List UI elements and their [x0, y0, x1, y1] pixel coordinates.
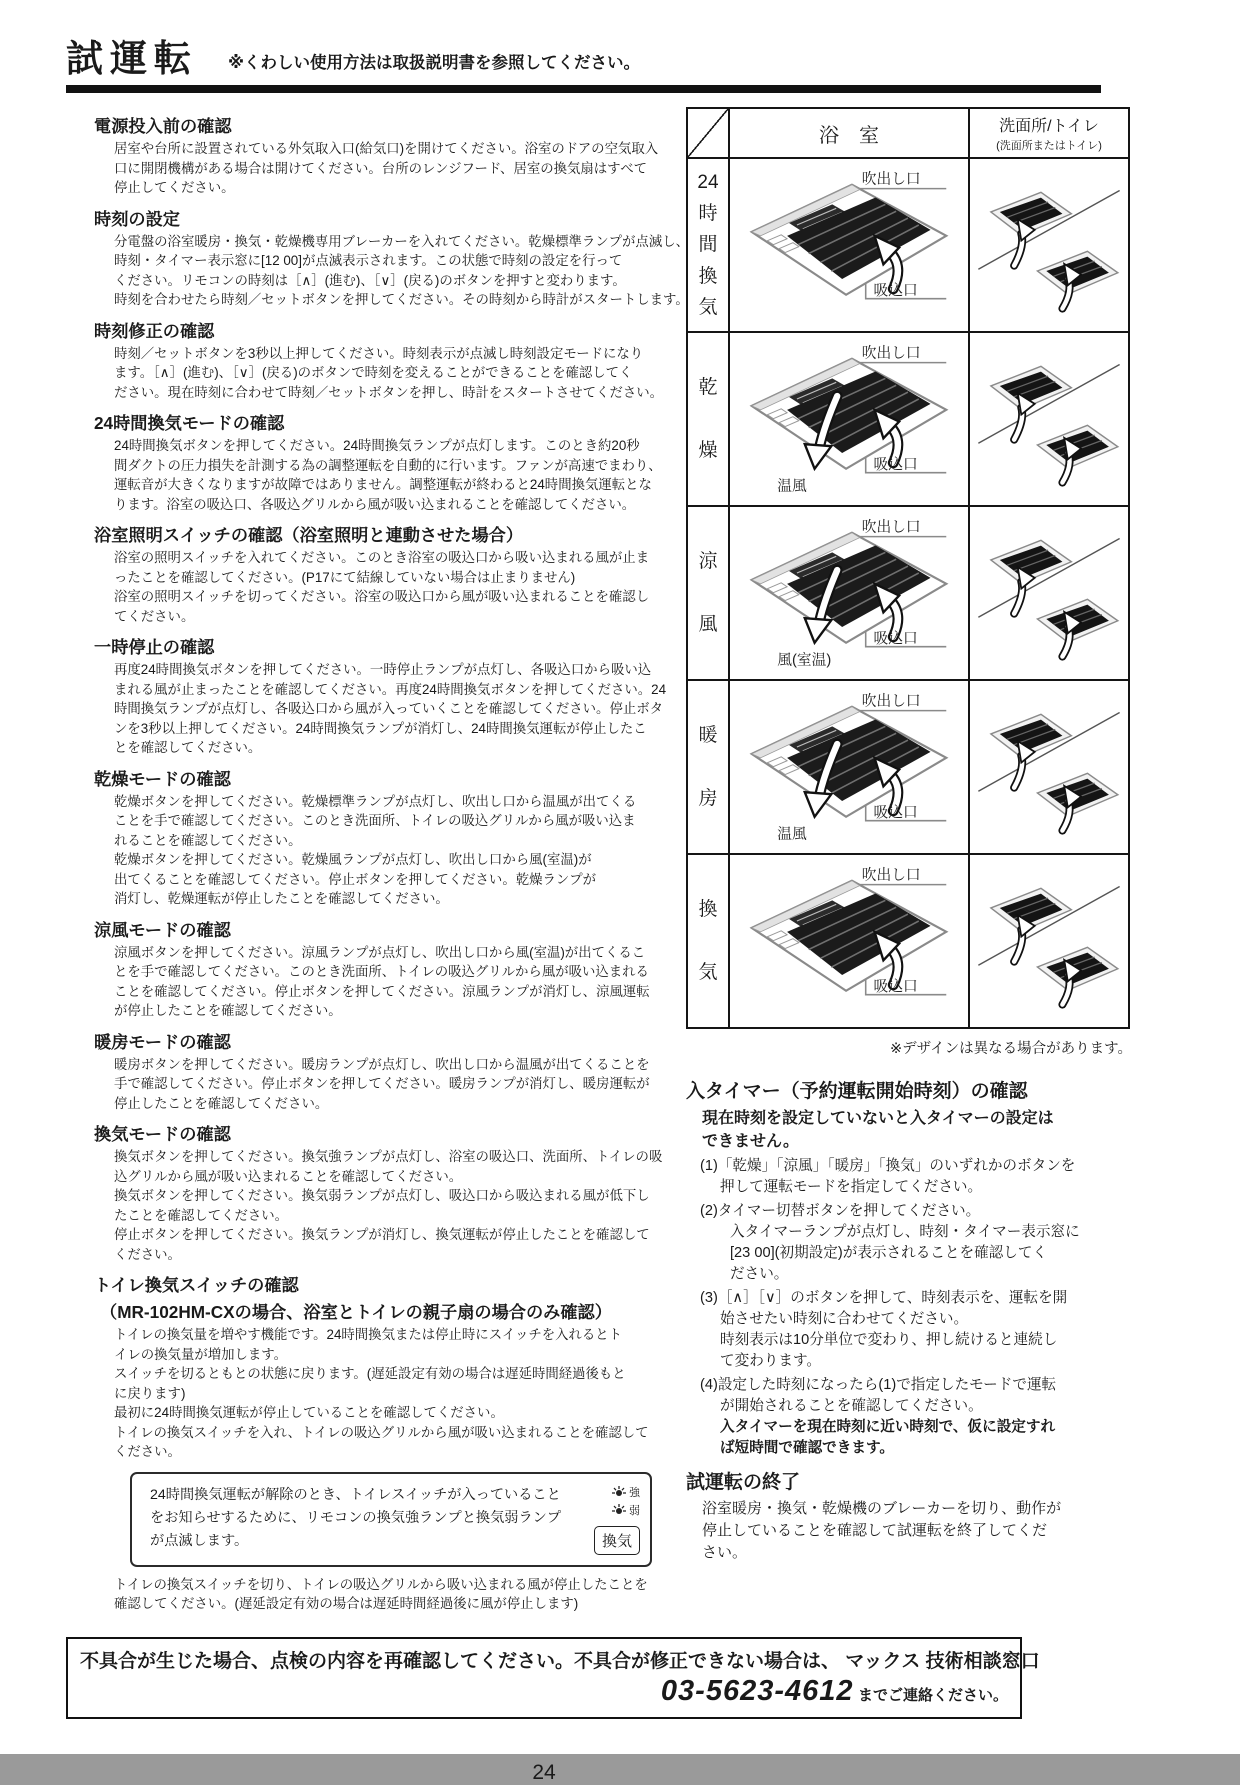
bathroom-unit-diagram — [736, 343, 962, 494]
section-text-line: れることを確認してください。 — [114, 832, 302, 848]
mode-label-chars — [688, 335, 728, 503]
section-heat-mode — [94, 1028, 662, 1114]
table-corner-cell — [687, 108, 729, 158]
mode-label-cool — [687, 506, 729, 680]
section-title-pause-check: 一時停止の確認 — [94, 637, 215, 657]
bathroom-diagram-cell — [729, 332, 969, 506]
note-box-line: をお知らせするために、リモコンの換気強ランプと換気弱ランプ — [150, 1509, 562, 1526]
vent-strong-lamp-label: 強 — [629, 1486, 640, 1499]
section-dry-mode — [94, 765, 662, 909]
section-text-line: 暖房ボタンを押してください。暖房ランプが点灯し、吹出し口から温風が出てくることを — [114, 1056, 650, 1072]
section-text-line: 浴室の照明スイッチを入れてください。このとき浴室の吸込口から吸い込まれる風が止ま — [114, 550, 650, 565]
note-box-icons — [574, 1484, 640, 1555]
section-text-line: 時刻・タイマー表示窓に[12 00]が点滅表示されます。この状態で時刻の設定を行って — [114, 253, 623, 268]
mode-label-char: 房 — [698, 787, 718, 809]
mode-label-char: 間 — [698, 234, 718, 256]
section-text-line: 時刻を合わせたら時刻／セットボタンを押してください。その時刻から時計がスタートします。 — [114, 292, 689, 307]
mode-label-char: 気 — [698, 961, 718, 983]
section-clock-set — [94, 205, 689, 310]
section-title-dry-mode: 乾燥モードの確認 — [94, 768, 231, 789]
toilet-switch-note-box — [130, 1472, 652, 1567]
timer-step-1 — [686, 1156, 1134, 1198]
content-columns — [66, 107, 1170, 1621]
section-cool-mode — [94, 916, 662, 1021]
page-title: 試運転 — [66, 38, 198, 79]
mode-label-dry — [687, 332, 729, 506]
test-run-end-line: さい。 — [702, 1544, 748, 1561]
section-text-line: トイレの換気量を増やす機能です。24時間換気または停止時にスイッチを入れるとト — [114, 1327, 623, 1342]
mode-row-cool — [687, 506, 1129, 680]
section-text-line: 運転音が大きくなりますが故障ではありません。調整運転が終わると24時間換気運転とな — [114, 477, 652, 492]
section-title-bath-light: 浴室照明スイッチの確認（浴室照明と連動させた場合） — [94, 525, 524, 545]
blowout-label: 吹出し口 — [861, 868, 921, 885]
section-title-cool-mode: 涼風モードの確認 — [94, 919, 231, 940]
section-text-line: 停止ボタンを押してください。換気ランプが消灯し、換気運転が停止したことを確認して — [114, 1227, 650, 1242]
left-column — [66, 107, 689, 1621]
mode-row-vent — [687, 854, 1129, 1028]
washroom-diagram-cell — [969, 506, 1129, 680]
timer-intro-line: できません。 — [702, 1133, 799, 1150]
airflow-type-label: 温風 — [777, 478, 807, 495]
intake-label: 吸込口 — [873, 283, 918, 300]
mode-label-chars — [688, 857, 728, 1025]
section-text-line: 確認してください。(遅延設定有効の場合は遅延時間経過後に風が停止します) — [114, 1596, 579, 1611]
washroom-diagram-cell — [969, 680, 1129, 854]
section-text-line: 消灯し、乾燥運転が停止したことを確認してください。 — [114, 891, 449, 906]
section-text-line: 居室や台所に設置されている外気取入口(給気口)を開けてください。浴室のドアの空気取入 — [114, 141, 659, 156]
section-text-line: 換気ボタンを押してください。換気強ランプが点灯し、浴室の吸込口、洗面所、トイレの吸 — [114, 1149, 663, 1164]
section-text-line: 24時間換気ボタンを押してください。24時間換気ランプが点灯します。このとき約20秒 — [114, 438, 640, 453]
contact-phone-number: 03-5623-4612 — [660, 1674, 854, 1707]
blowout-label: 吹出し口 — [861, 172, 921, 189]
timer-intro-line: 現在時刻を設定していないと入タイマーの設定は — [702, 1110, 1054, 1127]
mode-label-chars — [688, 161, 728, 329]
blowout-label: 吹出し口 — [861, 520, 921, 537]
table-header-washroom-main: 洗面所/トイレ — [999, 118, 1099, 135]
section-text-line: ます。［∧］(進む)、［∨］(戻る)のボタンで時刻を変えることができることを確認してく — [114, 365, 633, 380]
mode-row-vent24 — [687, 158, 1129, 332]
section-pause-check — [94, 633, 667, 758]
washroom-grille-diagram — [973, 178, 1125, 312]
timer-step-line: (3)［∧］［∨］のボタンを押して、時刻表示を、運転を開 — [700, 1290, 1068, 1306]
mode-diagram-table — [686, 107, 1130, 1029]
bathroom-unit-diagram — [736, 517, 962, 668]
section-toilet-switch — [94, 1271, 662, 1614]
section-text-line: 乾燥ボタンを押してください。乾燥標準ランプが点灯し、吹出し口から温風が出てくる — [114, 793, 637, 809]
timer-step-line: ださい。 — [730, 1266, 789, 1282]
timer-step-line: 入タイマーランプが点灯し、時刻・タイマー表示窓に — [730, 1224, 1080, 1240]
table-header-washroom — [969, 108, 1129, 158]
section-title-power-check: 電源投入前の確認 — [94, 116, 232, 136]
section-text-line: ください。 — [114, 1246, 181, 1262]
section-text-line: ことを手で確認してください。このとき洗面所、トイレの吸込グリルから風が吸い込ま — [114, 813, 636, 828]
contact-text: 不具合が生じた場合、点検の内容を再確認してください。不具合が修正できない場合は、 マックス 技術相談窓口 — [80, 1650, 1040, 1672]
washroom-grille-diagram — [973, 874, 1125, 1008]
section-text-line: 出てくることを確認してください。停止ボタンを押してください。乾燥ランプが — [114, 871, 597, 887]
section-text-line: ださい。現在時刻に合わせて時刻／セットボタンを押し、時計をスタートさせてください。 — [114, 384, 664, 400]
section-title-clock-adjust: 時刻修正の確認 — [94, 320, 215, 341]
section-text-line: 浴室の照明スイッチを切ってください。浴室の吸込口から風が吸い込まれることを確認し — [114, 589, 650, 604]
mode-label-vent24 — [687, 158, 729, 332]
section-text-line: たことを確認してください。 — [114, 1207, 289, 1223]
note-box-text — [150, 1484, 574, 1555]
intake-label: 吸込口 — [873, 457, 918, 474]
timer-step-line: [23 00](初期設定)が表示されることを確認してく — [730, 1245, 1048, 1261]
table-header-washroom-sub: (洗面所またはトイレ) — [996, 140, 1102, 152]
mode-label-char: 換 — [698, 899, 718, 921]
timer-step-line: 押して運転モードを指定してください。 — [720, 1179, 983, 1195]
vent-weak-lamp — [611, 1502, 640, 1518]
section-subtitle-toilet-switch: （MR-102HM-CXの場合、浴室とトイレの親子扇の場合のみ確認） — [100, 1302, 612, 1322]
note-box-line: 24時間換気運転が解除のとき、トイレスイッチが入っていること — [150, 1486, 561, 1503]
timer-step-line: (4)設定した時刻になったら(1)で指定したモードで運転 — [700, 1377, 1057, 1393]
section-text-line: ったことを確認してください。(P17にて結線していない場合は止まりません) — [114, 569, 576, 585]
section-title-vent24-mode: 24時間換気モードの確認 — [94, 413, 285, 433]
unit-body — [752, 707, 947, 817]
mode-label-char: 涼 — [698, 551, 718, 573]
section-text-line: ください。 — [114, 1444, 181, 1459]
section-text-line: スイッチを切るともとの状態に戻ります。(遅延設定有効の場合は遅延時間経過後もと — [114, 1366, 626, 1381]
section-text-line: てください。 — [114, 608, 195, 624]
section-title-heat-mode: 暖房モードの確認 — [94, 1031, 231, 1052]
section-text-line: 乾燥ボタンを押してください。乾燥風ランプが点灯し、吹出し口から風(室温)が — [114, 852, 592, 867]
section-text-line: に戻ります) — [114, 1385, 186, 1401]
on-timer-steps — [686, 1156, 1134, 1459]
bathroom-diagram-cell — [729, 506, 969, 680]
section-text-line: ります。浴室の吸込口、各吸込グリルから風が吸い込まれることを確認してください。 — [114, 496, 636, 512]
mode-label-char: 乾 — [698, 377, 718, 399]
washroom-grille-diagram — [973, 700, 1125, 834]
unit-body — [752, 881, 947, 991]
blowout-label: 吹出し口 — [861, 694, 921, 711]
section-text-line: 口に開閉機構がある場合は開けてください。台所のレンジフード、居室の換気扇はすべて — [114, 160, 648, 176]
washroom-diagram-cell — [969, 854, 1129, 1028]
section-vent-mode — [94, 1120, 662, 1264]
section-clock-adjust — [94, 317, 662, 403]
section-text-line: 分電盤の浴室暖房・換気・乾燥機専用ブレーカーを入れてください。乾燥標準ランプが点滅し、 — [114, 233, 689, 249]
mode-label-char: 時 — [698, 203, 718, 225]
bathroom-diagram-cell — [729, 158, 969, 332]
vent-button[interactable]: 換気 — [594, 1526, 640, 1555]
timer-step-line: 時刻表示は10分単位で変わり、押し続けると連続し — [720, 1332, 1058, 1348]
mode-label-char: 換 — [698, 265, 718, 287]
washroom-grille-diagram — [973, 352, 1125, 486]
mode-label-char: 風 — [698, 613, 718, 635]
section-bath-light — [94, 521, 662, 626]
test-run-end-title: 試運転の終了 — [686, 1472, 801, 1493]
section-power-check — [94, 112, 662, 198]
mode-row-dry — [687, 332, 1129, 506]
unit-body — [752, 533, 947, 643]
timer-step-line: 入タイマーを現在時刻に近い時刻で、仮に設定すれ — [720, 1419, 1056, 1435]
test-run-end-line: 浴室暖房・換気・乾燥機のブレーカーを切り、動作が — [702, 1500, 1062, 1517]
timer-step-4 — [686, 1375, 1134, 1459]
timer-step-line: ば短時間で確認できます。 — [720, 1440, 894, 1456]
lamp-icon — [611, 1504, 627, 1516]
section-text-line: 停止してください。 — [114, 180, 235, 195]
lamp-icon — [611, 1486, 627, 1498]
table-design-note: ※デザインは異なる場合があります。 — [890, 1041, 1132, 1057]
timer-step-line: (1)「乾燥」「涼風」「暖房」「換気」のいずれかのボタンを — [700, 1158, 1076, 1174]
washroom-diagram-cell — [969, 158, 1129, 332]
intake-label: 吸込口 — [873, 979, 918, 996]
intake-label: 吸込口 — [873, 805, 918, 822]
bathroom-unit-diagram — [736, 865, 962, 1016]
on-timer-title: 入タイマー（予約運転開始時刻）の確認 — [686, 1081, 1028, 1102]
section-title-toilet-switch: トイレ換気スイッチの確認 — [94, 1275, 299, 1295]
section-text-line: 涼風ボタンを押してください。涼風ランプが点灯し、吹出し口から風(室温)が出てくるこ — [114, 944, 646, 960]
washroom-diagram-cell — [969, 332, 1129, 506]
section-title-vent-mode: 換気モードの確認 — [94, 1124, 231, 1144]
mode-label-char: 暖 — [698, 725, 718, 747]
contact-box — [66, 1637, 1040, 1719]
section-text-line: ンを3秒以上押してください。24時間換気ランプが消灯し、24時間換気運転が停止したこ — [114, 720, 647, 736]
section-text-line: 時刻／セットボタンを3秒以上押してください。時刻表示が点滅し時刻設定モードになり — [114, 345, 644, 361]
bathroom-diagram-cell — [729, 854, 969, 1028]
section-text-line: 込グリルから風が吸い込まれることを確認してください。 — [114, 1168, 463, 1184]
right-column — [686, 107, 1134, 1564]
header-rule — [66, 85, 1101, 93]
page-number: 24 — [532, 1760, 556, 1784]
bathroom-unit-diagram — [736, 169, 962, 320]
section-text-line: とを確認してください。 — [114, 740, 262, 755]
on-timer-section — [686, 1076, 1134, 1459]
section-text-line: 換気ボタンを押してください。換気弱ランプが点灯し、吸込口から吸込まれる風が低下し — [114, 1188, 650, 1203]
unit-body — [752, 185, 947, 295]
title-note: ※くわしい使用方法は取扱説明書を参照してください。 — [228, 54, 641, 72]
mode-label-char: 気 — [698, 296, 718, 318]
mode-label-chars — [688, 509, 728, 677]
section-text-line: 最初に24時間換気運転が停止していることを確認してください。 — [114, 1405, 504, 1420]
section-text-line: 再度24時間換気ボタンを押してください。一時停止ランプが点灯し、各吸込口から吸い込 — [114, 662, 652, 677]
unit-body — [752, 359, 947, 469]
table-header-row — [687, 108, 1129, 158]
mode-label-char: 24 — [697, 172, 719, 194]
section-text-line: ことを確認してください。停止ボタンを押してください。涼風ランプが消灯し、涼風運転 — [114, 983, 650, 999]
mode-label-vent — [687, 854, 729, 1028]
section-text-line: 停止したことを確認してください。 — [114, 1095, 329, 1111]
section-text-line: 時間換気ランプが点灯し、各吸込口から風が入っていくことを確認してください。停止ボタ — [114, 701, 664, 716]
intake-label: 吸込口 — [873, 631, 918, 648]
section-text-line: 手で確認してください。停止ボタンを押してください。暖房ランプが消灯し、暖房運転が — [114, 1076, 650, 1091]
timer-step-line: が開始されることを確認してください。 — [720, 1398, 983, 1414]
timer-step-line: (2)タイマー切替ボタンを押してください。 — [700, 1203, 981, 1219]
section-text-line: まれる風が止まったことを確認してください。再度24時間換気ボタンを押してください。24 — [114, 681, 667, 697]
contact-phone-line — [80, 1675, 1008, 1708]
timer-step-line: 始させたい時刻に合わせてください。 — [720, 1311, 969, 1327]
section-text-line: が停止したことを確認してください。 — [114, 1003, 342, 1018]
section-title-clock-set: 時刻の設定 — [94, 208, 180, 229]
test-run-end-section — [686, 1467, 1134, 1564]
airflow-type-label: 風(室温) — [777, 652, 832, 669]
bathroom-diagram-cell — [729, 680, 969, 854]
blowout-label: 吹出し口 — [861, 346, 921, 363]
test-run-end-body — [686, 1498, 1134, 1564]
test-run-end-line: 停止していることを確認して試運転を終了してくだ — [702, 1522, 1048, 1539]
washroom-grille-diagram — [973, 526, 1125, 660]
table-header-bathroom: 浴 室 — [729, 108, 969, 158]
section-text-line: トイレの換気スイッチを入れ、トイレの吸込グリルから風が吸い込まれることを確認して — [114, 1424, 649, 1440]
mode-label-char: 燥 — [698, 439, 718, 461]
section-text-line: トイレの換気スイッチを切り、トイレの吸込グリルから吸い込まれる風が停止したことを — [114, 1576, 648, 1592]
vent-strong-lamp — [611, 1484, 640, 1500]
mode-label-heat — [687, 680, 729, 854]
airflow-type-label: 温風 — [777, 826, 807, 843]
page-header — [66, 40, 1170, 77]
on-timer-intro — [686, 1107, 1134, 1153]
note-box-line: が点滅します。 — [150, 1532, 249, 1549]
section-vent24-mode — [94, 409, 662, 514]
timer-step-3 — [686, 1288, 1134, 1372]
section-text-line: ください。リモコンの時刻は［∧］(進む)、［∨］(戻る)のボタンを押すと変わります。 — [114, 272, 626, 288]
vent-weak-lamp-label: 弱 — [629, 1504, 640, 1517]
bathroom-unit-diagram — [736, 691, 962, 842]
section-text-line: イレの換気量が増加します。 — [114, 1346, 288, 1362]
contact-phone-suffix: までご連絡ください。 — [857, 1686, 1008, 1704]
mode-label-chars — [688, 683, 728, 851]
section-text-line: とを手で確認してください。このとき洗面所、トイレの吸込グリルから風が吸い込まれる — [114, 964, 649, 979]
section-text-line: 間ダクトの圧力損失を計測する為の調整運転を自動的に行います。ファンが高速でまわり、 — [114, 457, 662, 473]
timer-step-line: て変わります。 — [720, 1353, 821, 1369]
mode-row-heat — [687, 680, 1129, 854]
timer-step-2 — [686, 1201, 1134, 1285]
